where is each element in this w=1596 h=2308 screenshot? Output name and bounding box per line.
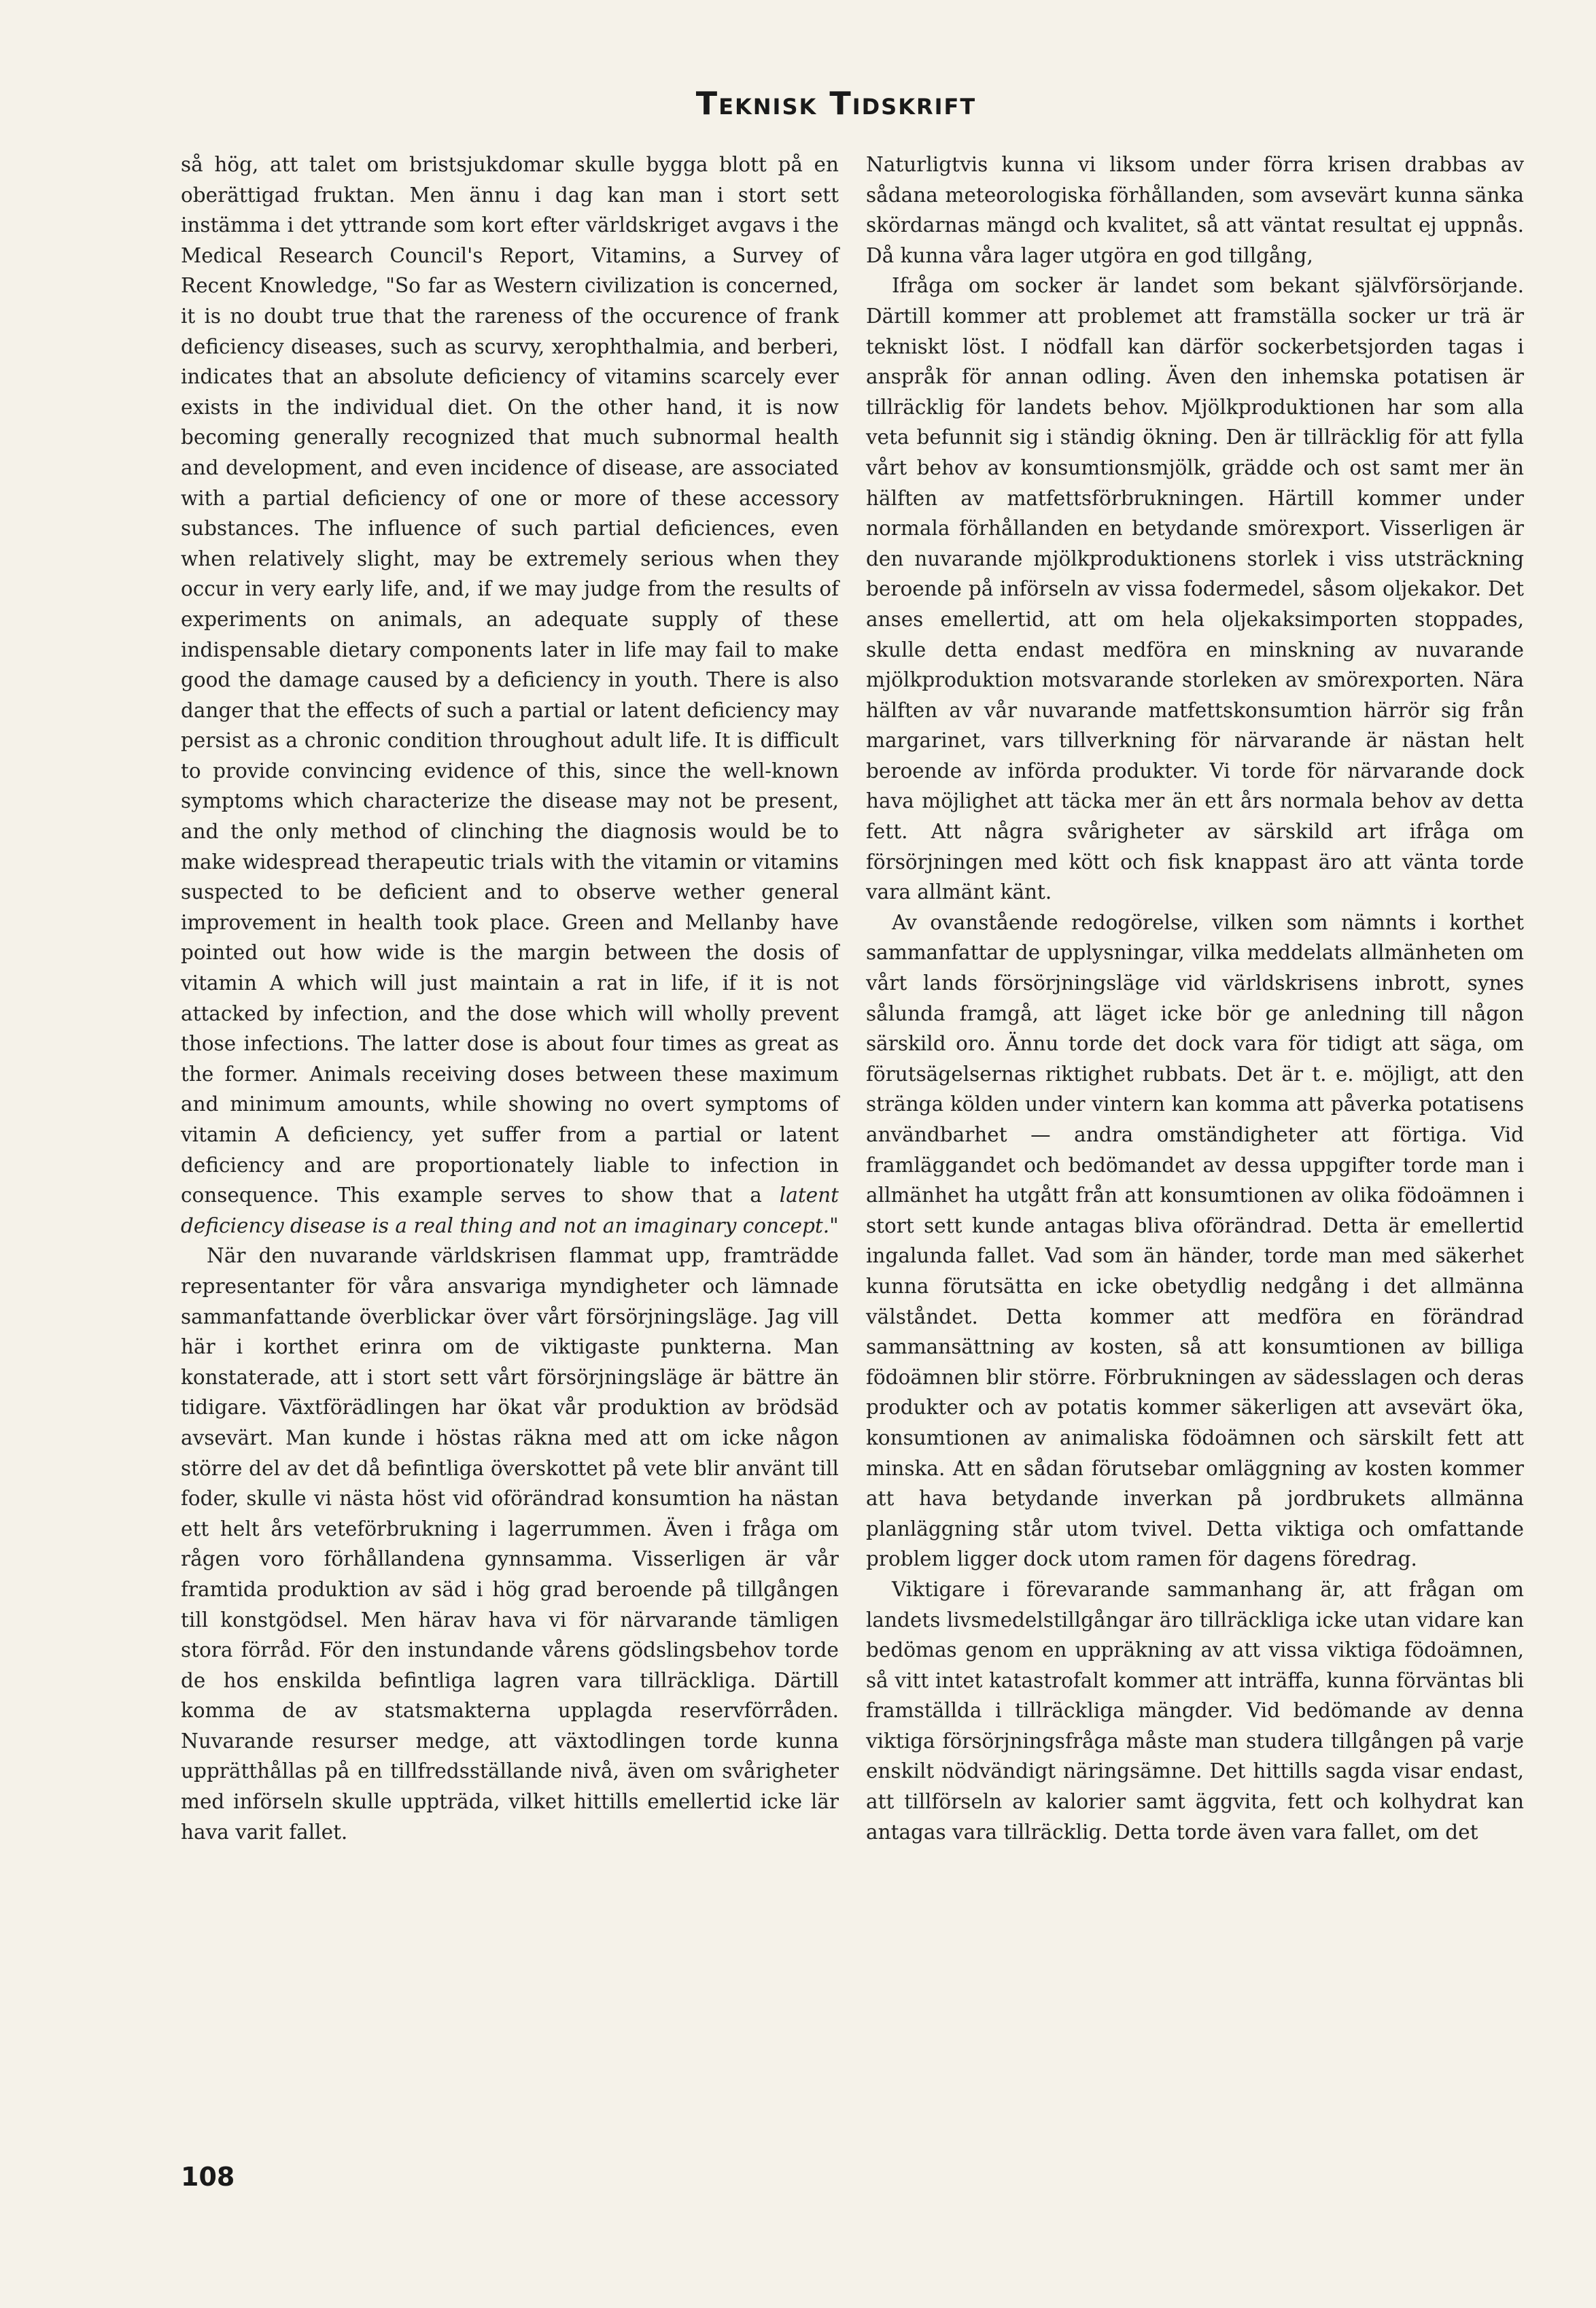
right-paragraph-1: Naturligtvis kunna vi liksom under förra krisen drabbas av sådana meteorologiska förhållanden, som avsevärt kunna sänka skördarnas mängd och kvalitet, så att väntat resultat ej uppnås. Då kunna våra lager utgöra en god tillgång, [866, 153, 1524, 267]
left-paragraph-1 [181, 150, 839, 1241]
right-paragraph-4: Viktigare i förevarande sammanhang är, att frågan om landets livsmedelstillgångar äro tillräckliga icke utan vidare kan bedömas genom en uppräkning av att vissa viktiga födoämnen, så vitt intet katastrofalt kommer att inträffa, kunna förväntas bli framställda i tillräckliga mängder. Vid bedömande av denna viktiga försörjningsfråga måste man studera tillgången på varje enskilt nödvändigt näringsämne. Det hittills sagda visar endast, att tillförseln av kalorier samt äggvita, fett och kolhydrat kan antagas vara tillräcklig. Detta torde även vara fallet, om det [866, 1577, 1524, 1844]
page-number: 108 [181, 2162, 235, 2192]
left-paragraph-2: När den nuvarande världskrisen flammat upp, framträdde representanter för våra ansvariga myndigheter och lämnade sammanfattande överblickar över vårt försörjningsläge. Jag vill här i korthet erinra om de viktigaste punkterna. Man konstaterade, att i stort sett vårt försörjningsläge är bättre än tidigare. Växtförädlingen har ökat vår produktion av brödsäd avsevärt. Man kunde i höstas räkna med att om icke någon större del av det då befintliga överskottet på vete blir använt till foder, skulle vi nästa höst vid oförändrad konsumtion ha nästan ett helt års veteförbrukning i lagerrummen. Även i fråga om rågen voro förhållandena gynnsamma. Visserligen är vår framtida produktion av säd i hög grad beroende på tillgången till konstgödsel. Men härav hava vi för närvarande tämligen stora förråd. För den instundande vårens gödslingsbehov torde de hos enskilda befintliga lagren vara tillräckliga. Därtill komma de av statsmakterna upplagda reservförråden. Nuvarande resurser medge, att växtodlingen torde kunna upprätthållas på en tillfredsställande nivå, även om svårigheter med införseln skulle uppträda, vilket hittills emellertid icke lär hava varit fallet. [181, 1244, 839, 1844]
right-paragraph-2: Ifråga om socker är landet som bekant självförsörjande. Därtill kommer att problemet att framställa socker ur trä är tekniskt löst. I nödfall kan därför sockerbetsjorden tagas i anspråk för annan odling. Även den inhemska potatisen är tillräcklig för landets behov. Mjölkproduktionen har som alla veta befunnit sig i ständig ökning. Den är tillräcklig för att fylla vårt behov av konsumtionsmjölk, grädde och ost samt mer än hälften av matfettsförbrukningen. Härtill kommer under normala förhållanden en betydande smörexport. Visserligen är den nuvarande mjölkproduktionens storlek i viss utsträckning beroende på införseln av vissa fodermedel, såsom oljekakor. Det anses emellertid, att om hela oljekaksimporten stoppades, skulle detta endast medföra en minskning av nuvarande mjölkproduktion motsvarande storleken av smörexporten. Nära hälften av vår nuvarande matfettskonsumtion härrör sig från margarinet, vars tillverkning för närvarande är nästan helt beroende av införda produkter. Vi torde för närvarande dock hava möjlighet att täcka mer än ett års normala behov av detta fett. Att några svårigheter av särskild art ifråga om försörjningen med kött och fisk knappast äro att vänta torde vara allmänt känt. [866, 274, 1524, 904]
left-paragraph-1-text: så hög, att talet om bristsjukdomar skulle bygga blott på en oberättigad fruktan. Men ännu i dag kan man i stort sett instämma i det yttrande som kort efter världskriget avgavs i the Medical Research Council's Report, Vitamins, a Survey of Recent Knowledge, "So far as Western civilization is concerned, it is no doubt true that the rareness of the occurence of frank deficiency diseases, such as scurvy, xerophthalmia, and berberi, indicates that an absolute deficiency of vitamins scarcely ever exists in the individual diet. On the other hand, it is now becoming generally recognized that much subnormal health and development, and even incidence of disease, are associated with a partial deficiency of one or more of these accessory substances. The influence of such partial deficiences, even when relatively slight, may be extremely serious when they occur in very early life, and, if we may judge from the results of experiments on animals, an adequate supply of these indispensable dietary components later in life may fail to make good the damage caused by a deficiency in youth. There is also danger that the effects of such a partial or latent deficiency may persist as a chronic condition throughout adult life. It is difficult to provide convincing evidence of this, since the well-known symptoms which characterize the disease may not be present, and the only method of clinching the diagnosis would be to make widespread therapeutic trials with the vitamin or vitamins suspected to be deficient and to observe wether general improvement in health took place. Green and Mellanby have pointed out how wide is the margin between the dosis of vitamin A which will just maintain a rat in life, if it is not attacked by infection, and the dose which will wholly prevent those infections. The latter dose is about four times as great as the former. Animals receiving doses between these maximum and minimum amounts, while showing no overt symptoms of vitamin A deficiency, yet suffer from a partial or latent deficiency and are proportionately liable to infection in consequence. This example serves to show that a [181, 153, 839, 1207]
journal-title: Teknisk Tidskrift [695, 85, 977, 122]
left-paragraph-1-italic: latent deficiency disease is a real thing and not an imaginary concept." [181, 1184, 839, 1237]
left-column [181, 150, 839, 1847]
right-paragraph-3: Av ovanstående redogörelse, vilken som nämnts i korthet sammanfattar de upplysningar, vilka meddelats allmänheten om vårt lands försörjningsläge vid världskrisens inbrott, synes sålunda framgå, att läget icke bör ge anledning till någon särskild oro. Ännu torde det dock vara för tidigt att säga, om förutsägelsernas riktighet rubbats. Det är t. e. möjligt, att den stränga kölden under vintern kan komma att påverka potatisens användbarhet — andra omständigheter att förtiga. Vid framläggandet och bedömandet av dessa uppgifter torde man i allmänhet ha utgått från att konsumtionen av olika födoämnen i stort sett kunde antagas bliva oförändrad. Detta är emellertid ingalunda fallet. Vad som än händer, torde man med säkerhet kunna förutsätta en icke obetydlig nedgång i det allmänna välståndet. Detta kommer att medföra en förändrad sammansättning av kosten, så att konsumtionen av billiga födoämnen blir större. Förbrukningen av sädesslagen och deras produkter och av potatis kommer säkerligen att avsevärt öka, konsumtionen av animaliska födoämnen och särskilt fett att minska. Att en sådan förutsebar omläggning av kosten kommer att hava betydande inverkan på jordbrukets allmänna planläggning står utom tvivel. Detta viktiga och omfattande problem ligger dock utom ramen för dagens föredrag. [866, 910, 1524, 1571]
right-column [866, 150, 1524, 1847]
